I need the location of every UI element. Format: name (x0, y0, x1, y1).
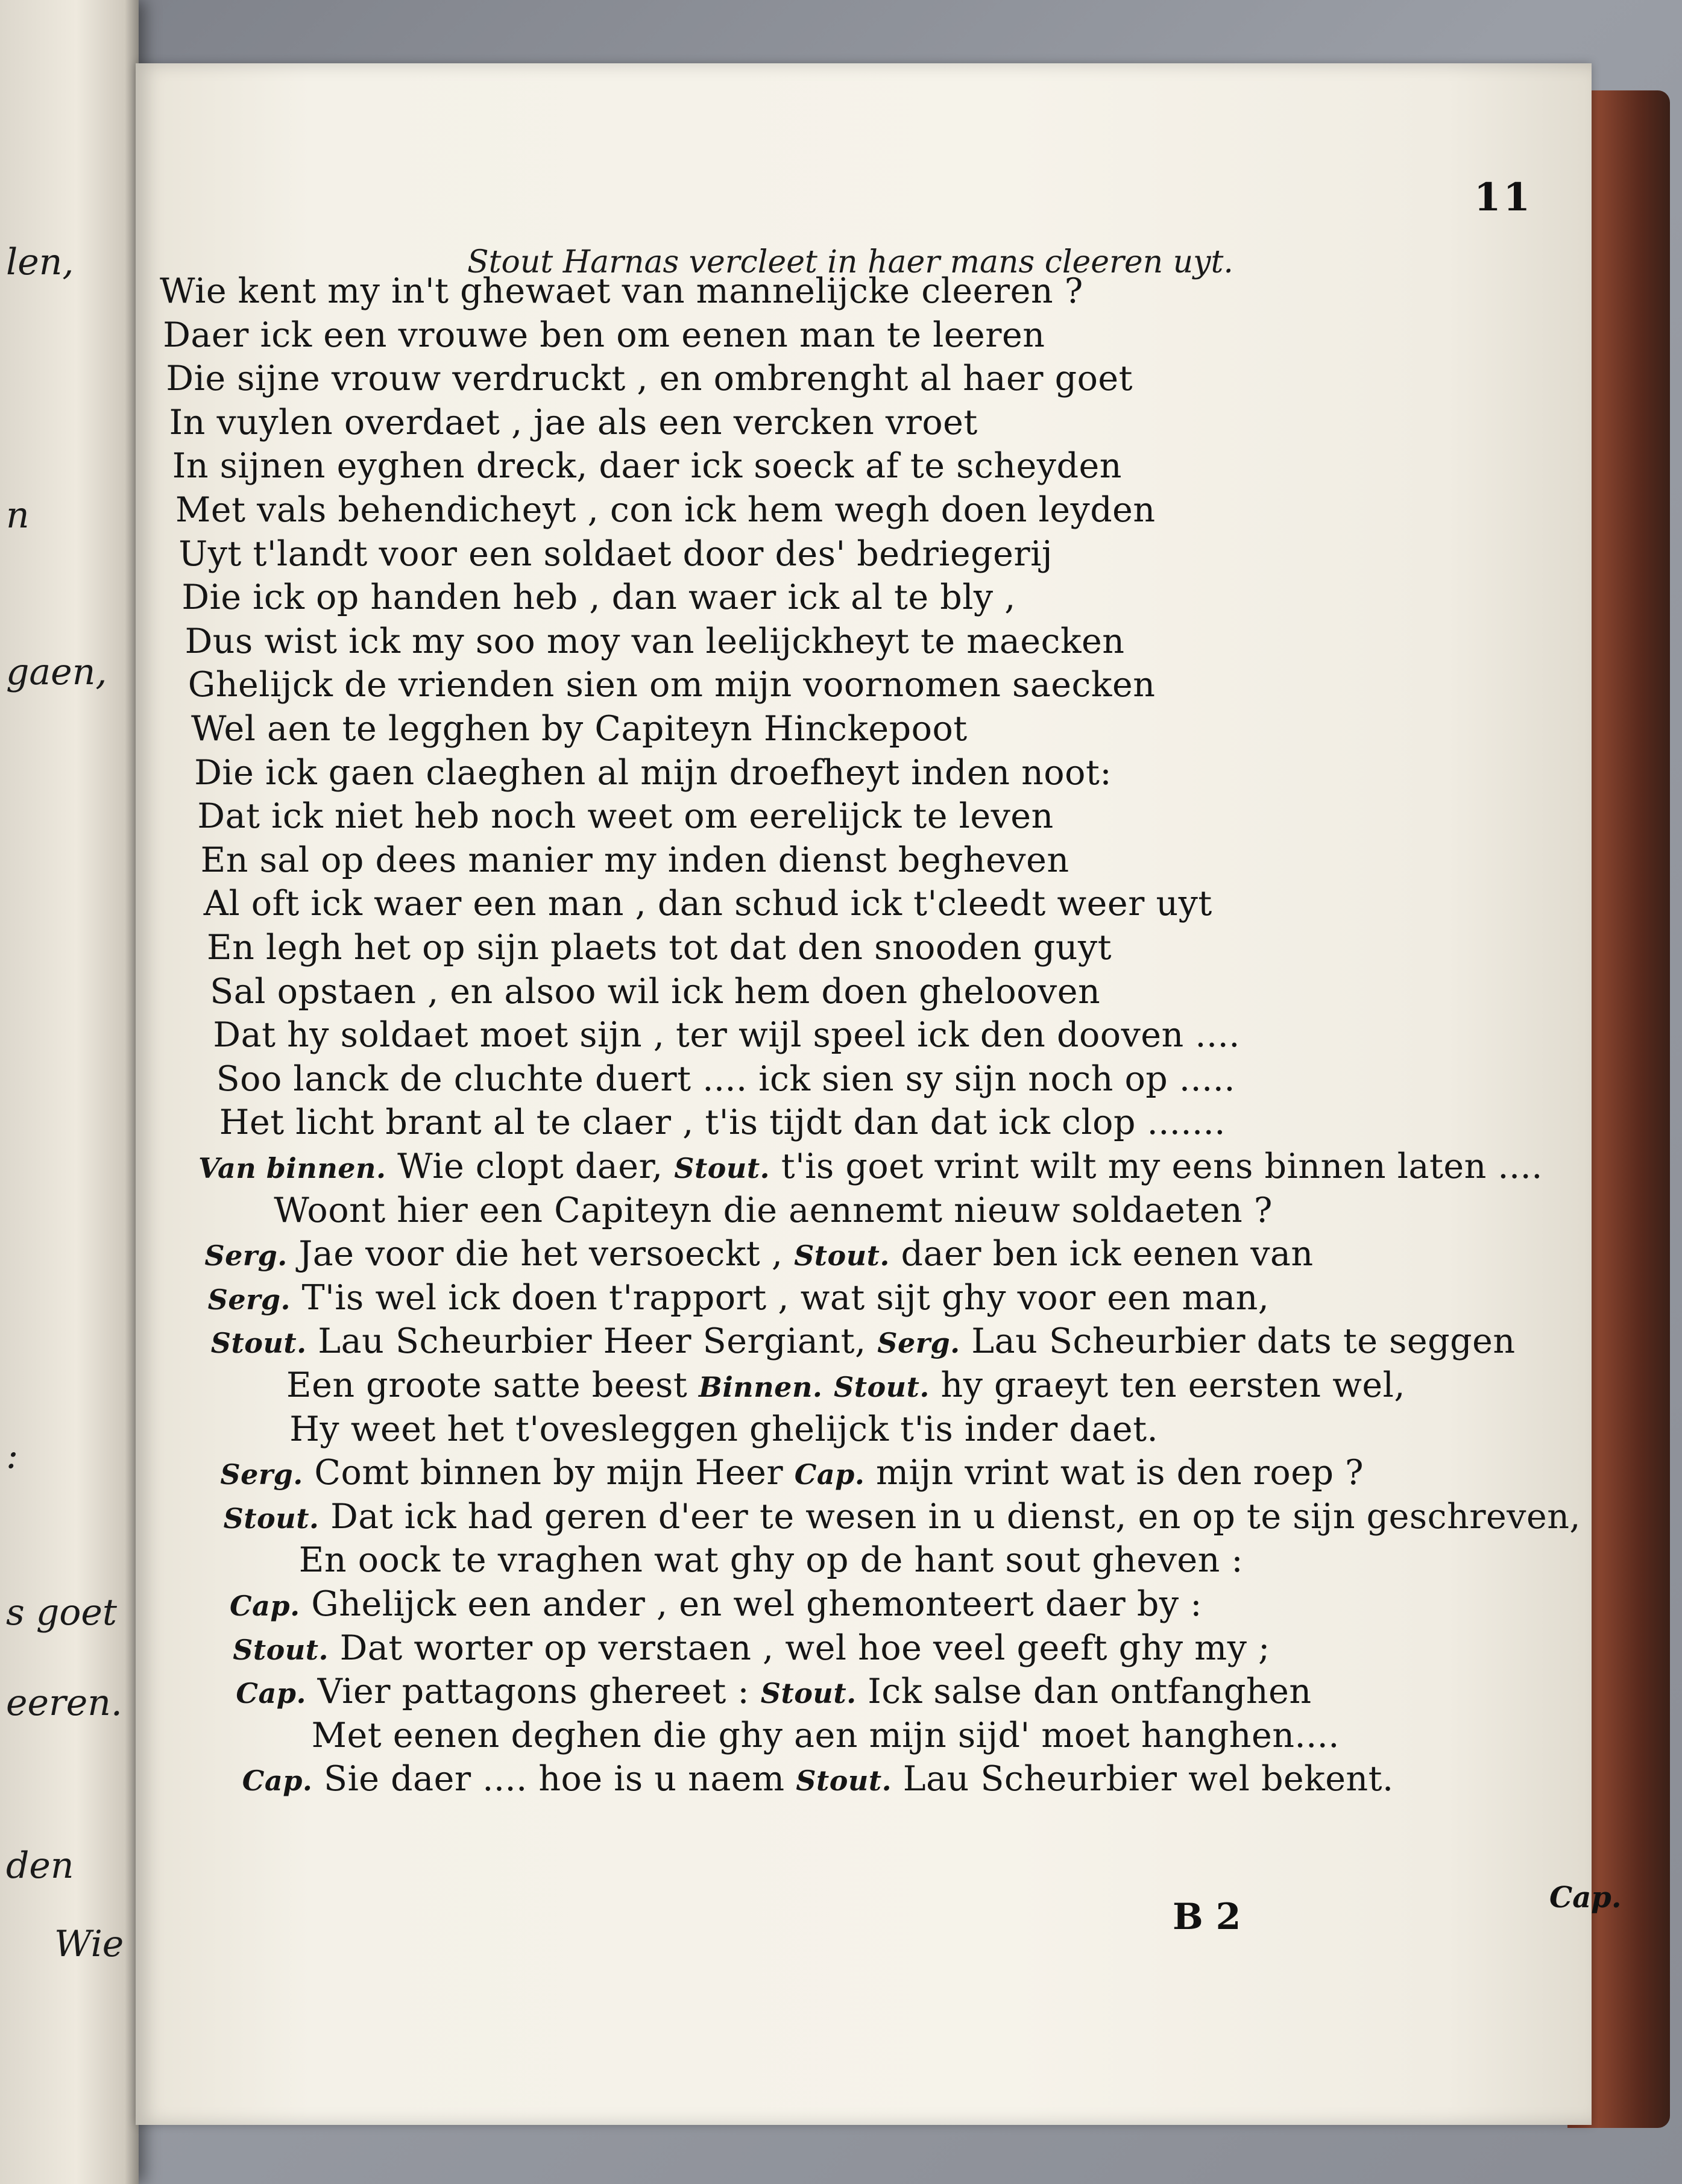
line-text: Die ick gaen claeghen al mijn droefheyt inden noot: (194, 752, 1112, 793)
line-text: Wie clopt daer, (397, 1147, 663, 1186)
line-text: Soo lanck de cluchte duert .... ick sien sy sijn noch op ..... (216, 1059, 1235, 1099)
verse-line (194, 753, 1112, 793)
verse-line (191, 709, 968, 749)
speaker-label: Stout. (210, 1327, 307, 1360)
verse-line (299, 1540, 1243, 1580)
line-text: Lau Scheurbier wel bekent. (902, 1759, 1394, 1799)
line-text: Sie daer .... hoe is u naem (324, 1759, 785, 1799)
speaker-label: Serg. (207, 1283, 291, 1316)
verse-line (274, 1191, 1273, 1230)
line-text: Daer ick een vrouwe ben om eenen man te leeren (163, 315, 1045, 355)
speaker-label: Cap. (230, 1590, 300, 1622)
line-text: Ghelijck de vrienden sien om mijn voornomen saecken (187, 665, 1156, 705)
speaker-label: Stout. (223, 1502, 320, 1535)
speaker-label: Serg. (204, 1239, 288, 1273)
line-text: Dat ick niet heb noch weet om eerelijck te leven (197, 796, 1054, 837)
line-text: Dat hy soldaet moet sijn , ter wijl speel ick den dooven .... (213, 1015, 1240, 1056)
facing-page-fragment: gaen, (6, 651, 107, 693)
facing-page-fragment: : (6, 1435, 19, 1477)
running-head: Stout Harnas vercleet in haer mans cleeren uyt. (467, 244, 1233, 280)
verse-line (175, 490, 1156, 530)
verse-line (185, 622, 1125, 661)
verse-line (172, 446, 1122, 486)
line-text: Jae voor die het versoeckt , (298, 1234, 783, 1274)
line-text: In sijnen eyghen dreck, daer ick soeck af te scheyden (172, 446, 1122, 486)
verse-line (181, 577, 1015, 617)
line-text: Die sijne vrouw verdruckt , en ombrenght al haer goet (166, 359, 1133, 399)
verse-line (197, 796, 1053, 836)
speaker-label: Cap. (794, 1458, 865, 1491)
speaker-label: Binnen. (698, 1371, 823, 1403)
line-text: Met vals behendicheyt , con ick hem wegh doen leyden (175, 490, 1156, 530)
verse-line (224, 1497, 1581, 1537)
verse-line (169, 403, 978, 442)
line-text: In vuylen overdaet , jae als een vercken vroet (169, 402, 978, 442)
facing-page-fragment: s goet (6, 1591, 118, 1634)
line-text: Vier pattagons ghereet : (317, 1672, 750, 1712)
line-text: En oock te vraghen wat ghy op de hant sout gheven : (298, 1540, 1244, 1581)
line-text: En sal op dees manier my inden dienst begheven (200, 840, 1069, 880)
line-text: T'is wel ick doen t'rapport , wat sijt ghy voor een man, (301, 1277, 1270, 1318)
speaker-label: Stout. (834, 1371, 930, 1403)
speaker-label: Serg. (877, 1327, 960, 1360)
verse-line (312, 1716, 1340, 1755)
verse-line (163, 315, 1045, 355)
verse-line (236, 1672, 1311, 1711)
line-text: Uyt t'landt voor een soldaet door des' bedriegerij (178, 533, 1053, 574)
verse-line (178, 534, 1053, 574)
speaker-label: Stout. (674, 1152, 770, 1185)
facing-page-fragment: len, (6, 241, 74, 283)
line-text: Al oft ick waer een man , dan schud ick t'cleedt weer uyt (203, 884, 1212, 924)
speaker-label: Serg. (220, 1458, 303, 1491)
verse-line (204, 884, 1212, 924)
page-number: 11 (1474, 175, 1533, 220)
line-text: Lau Scheurbier Heer Sergiant, (318, 1321, 866, 1362)
verse-line (213, 1015, 1239, 1055)
speaker-label: Van binnen. (198, 1152, 386, 1185)
catchword: Cap. (1549, 1881, 1622, 1915)
verse-line (166, 359, 1133, 398)
line-text: Woont hier een Capiteyn die aennemt nieuw soldaeten ? (274, 1190, 1273, 1230)
line-text: Die ick op handen heb , dan waer ick al te bly , (181, 577, 1016, 618)
line-text: Wie kent my in't ghewaet van mannelijcke cleeren ? (160, 271, 1083, 311)
line-text: Dus wist ick my soo moy van leelijckheyt te maecken (184, 621, 1125, 661)
facing-page-fragment: eeren. (6, 1682, 122, 1724)
line-text: Dat worter op verstaen , wel hoe veel geeft ghy my ; (339, 1628, 1270, 1668)
verse-line (207, 928, 1112, 968)
line-text: mijn vrint wat is den roep ? (876, 1453, 1364, 1493)
book-page (136, 63, 1622, 2125)
facing-page-fragment: den (6, 1845, 74, 1887)
line-text: Sal opstaen , en alsoo wil ick hem doen ghelooven (210, 971, 1101, 1012)
verse-line (289, 1409, 1158, 1449)
verse-line (242, 1759, 1394, 1799)
verse-line (233, 1628, 1270, 1668)
verse-line (286, 1365, 1405, 1405)
speaker-label: Stout. (796, 1764, 892, 1798)
verse-line (198, 1147, 1543, 1186)
line-text: t'is goet vrint wilt my eens binnen laten .... (781, 1147, 1543, 1186)
verse-line (211, 1321, 1516, 1361)
facing-page (0, 0, 139, 2184)
verse-line (216, 1059, 1235, 1099)
speaker-label: Stout. (233, 1633, 329, 1666)
verse-line (188, 665, 1156, 705)
verse-line (160, 271, 1083, 311)
line-text: Ick salse dan ontfanghen (868, 1672, 1312, 1712)
line-text: Lau Scheurbier dats te seggen (971, 1321, 1516, 1362)
verse-line (204, 1234, 1313, 1274)
verse-line (201, 840, 1069, 880)
line-text: Dat ick had geren d'eer te wesen in u dienst, en op te sijn geschreven, (330, 1496, 1581, 1537)
line-text: hy graeyt ten eersten wel, (940, 1365, 1405, 1405)
verse-line (208, 1278, 1270, 1318)
line-text: Een groote satte beest (286, 1365, 688, 1405)
verse-line (219, 1103, 1226, 1142)
verse-line (230, 1584, 1202, 1624)
facing-page-fragment: Wie (54, 1923, 124, 1965)
line-text: En legh het op sijn plaets tot dat den snooden guyt (207, 928, 1112, 968)
line-text: Ghelijck een ander , en wel ghemonteert daer by : (311, 1584, 1202, 1624)
speaker-label: Stout. (760, 1677, 857, 1710)
line-text: Comt binnen by mijn Heer (314, 1453, 784, 1493)
speaker-label: Stout. (794, 1239, 890, 1273)
line-text: Met eenen deghen die ghy aen mijn sijd' moet hanghen.... (311, 1715, 1340, 1755)
verse-line (210, 972, 1100, 1012)
signature-mark: B 2 (1173, 1896, 1241, 1938)
facing-page-fragment: n (6, 494, 30, 537)
line-text: daer ben ick eenen van (901, 1234, 1314, 1274)
line-text: Het licht brant al te claer , t'is tijdt dan dat ick clop ....... (219, 1103, 1226, 1143)
verse-line (220, 1453, 1364, 1493)
speaker-label: Cap. (236, 1677, 306, 1710)
line-text: Hy weet het t'ovesleggen ghelijck t'is inder daet. (289, 1409, 1159, 1449)
speaker-label: Cap. (242, 1764, 313, 1798)
line-text: Wel aen te legghen by Capiteyn Hinckepoot (191, 709, 968, 749)
